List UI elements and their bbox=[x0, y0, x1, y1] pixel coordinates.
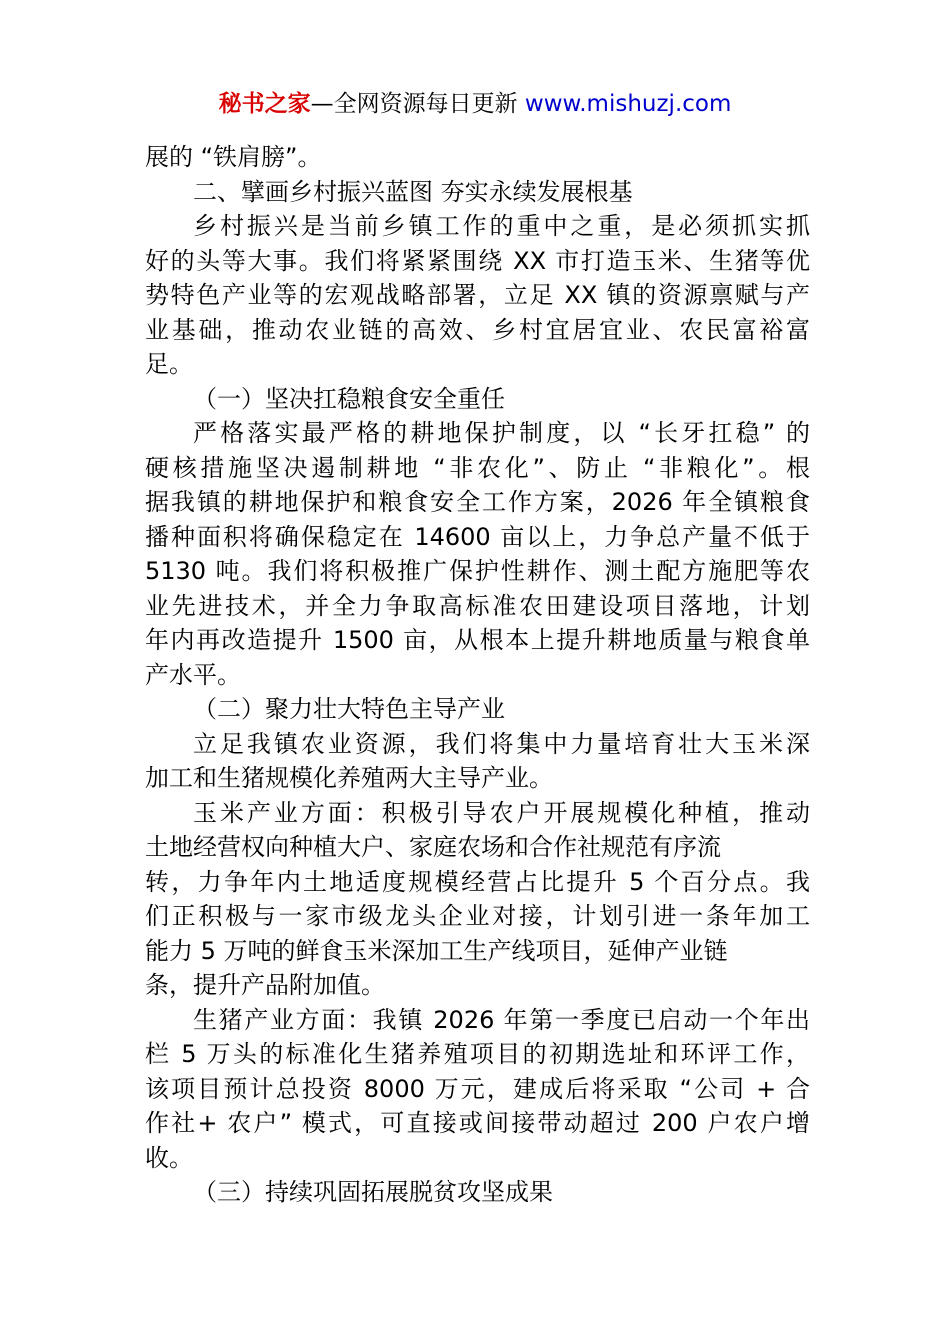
text-line: 们正积极与一家市级龙头企业对接，计划引进一条年加工 bbox=[145, 902, 810, 930]
text-line: （二）聚力壮大特色主导产业 bbox=[193, 695, 505, 723]
text-line: 转，力争年内土地适度规模经营占比提升 5 个百分点。我 bbox=[145, 867, 810, 896]
text-line: 立足我镇农业资源，我们将集中力量培育壮大玉米深 bbox=[193, 729, 810, 758]
text-line: 作社+ 农户” 模式，可直接或间接带动超过 200 户农户增 bbox=[145, 1109, 810, 1137]
text-line: 足。 bbox=[145, 350, 193, 378]
text-line: 势特色产业等的宏观战略部署，立足 XX 镇的资源禀赋与产 bbox=[145, 281, 810, 309]
document-body bbox=[145, 140, 810, 1210]
text-line: 收。 bbox=[145, 1143, 193, 1172]
text-line: 栏 5 万头的标准化生猪养殖项目的初期选址和环评工作， bbox=[145, 1040, 810, 1068]
site-url[interactable]: www.mishuzj.com bbox=[524, 91, 732, 117]
text-line: 土地经营权向种植大户、家庭农场和合作社规范有序流 bbox=[145, 833, 721, 861]
text-line: 年内再改造提升 1500 亩，从根本上提升耕地质量与粮食单 bbox=[145, 626, 810, 654]
text-line: 硬核措施坚决遏制耕地 “非农化”、防止 “非粮化”。根 bbox=[145, 453, 810, 482]
text-line: 条，提升产品附加值。 bbox=[145, 971, 385, 999]
text-line: 能力 5 万吨的鲜食玉米深加工生产线项目，延伸产业链 bbox=[145, 936, 728, 965]
text-line: 玉米产业方面：积极引导农户开展规模化种植，推动 bbox=[193, 798, 810, 827]
site-brand: 秘书之家 bbox=[218, 91, 311, 117]
text-line: 展的 “铁肩膀”。 bbox=[145, 143, 322, 171]
text-line: 业基础，推动农业链的高效、乡村宜居宜业、农民富裕富 bbox=[145, 315, 810, 344]
text-line: 二、擘画乡村振兴蓝图 夯实永续发展根基 bbox=[193, 177, 633, 206]
text-line: 5130 吨。我们将积极推广保护性耕作、测土配方施肥等农 bbox=[145, 557, 810, 585]
text-line: 业先进技术，并全力争取高标准农田建设项目落地，计划 bbox=[145, 591, 810, 620]
text-line: （一）坚决扛稳粮食安全重任 bbox=[193, 384, 505, 413]
text-line: （三）持续巩固拓展脱贫攻坚成果 bbox=[193, 1178, 553, 1206]
site-header bbox=[0, 86, 950, 122]
text-line: 播种面积将确保稳定在 14600 亩以上，力争总产量不低于 bbox=[145, 522, 810, 551]
text-line: 据我镇的耕地保护和粮食安全工作方案，2026 年全镇粮食 bbox=[145, 488, 810, 516]
text-line: 该项目预计总投资 8000 万元，建成后将采取 “公司 + 合 bbox=[145, 1074, 810, 1103]
site-tagline: —全网资源每日更新 bbox=[310, 91, 518, 117]
text-line: 加工和生猪规模化养殖两大主导产业。 bbox=[145, 764, 553, 792]
text-line: 好的头等大事。我们将紧紧围绕 XX 市打造玉米、生猪等优 bbox=[145, 246, 810, 275]
text-line: 严格落实最严格的耕地保护制度，以 “长牙扛稳” 的 bbox=[193, 419, 810, 447]
text-line: 乡村振兴是当前乡镇工作的重中之重，是必须抓实抓 bbox=[193, 212, 810, 240]
text-line: 生猪产业方面：我镇 2026 年第一季度已启动一个年出 bbox=[193, 1005, 810, 1034]
text-line: 产水平。 bbox=[145, 660, 241, 689]
